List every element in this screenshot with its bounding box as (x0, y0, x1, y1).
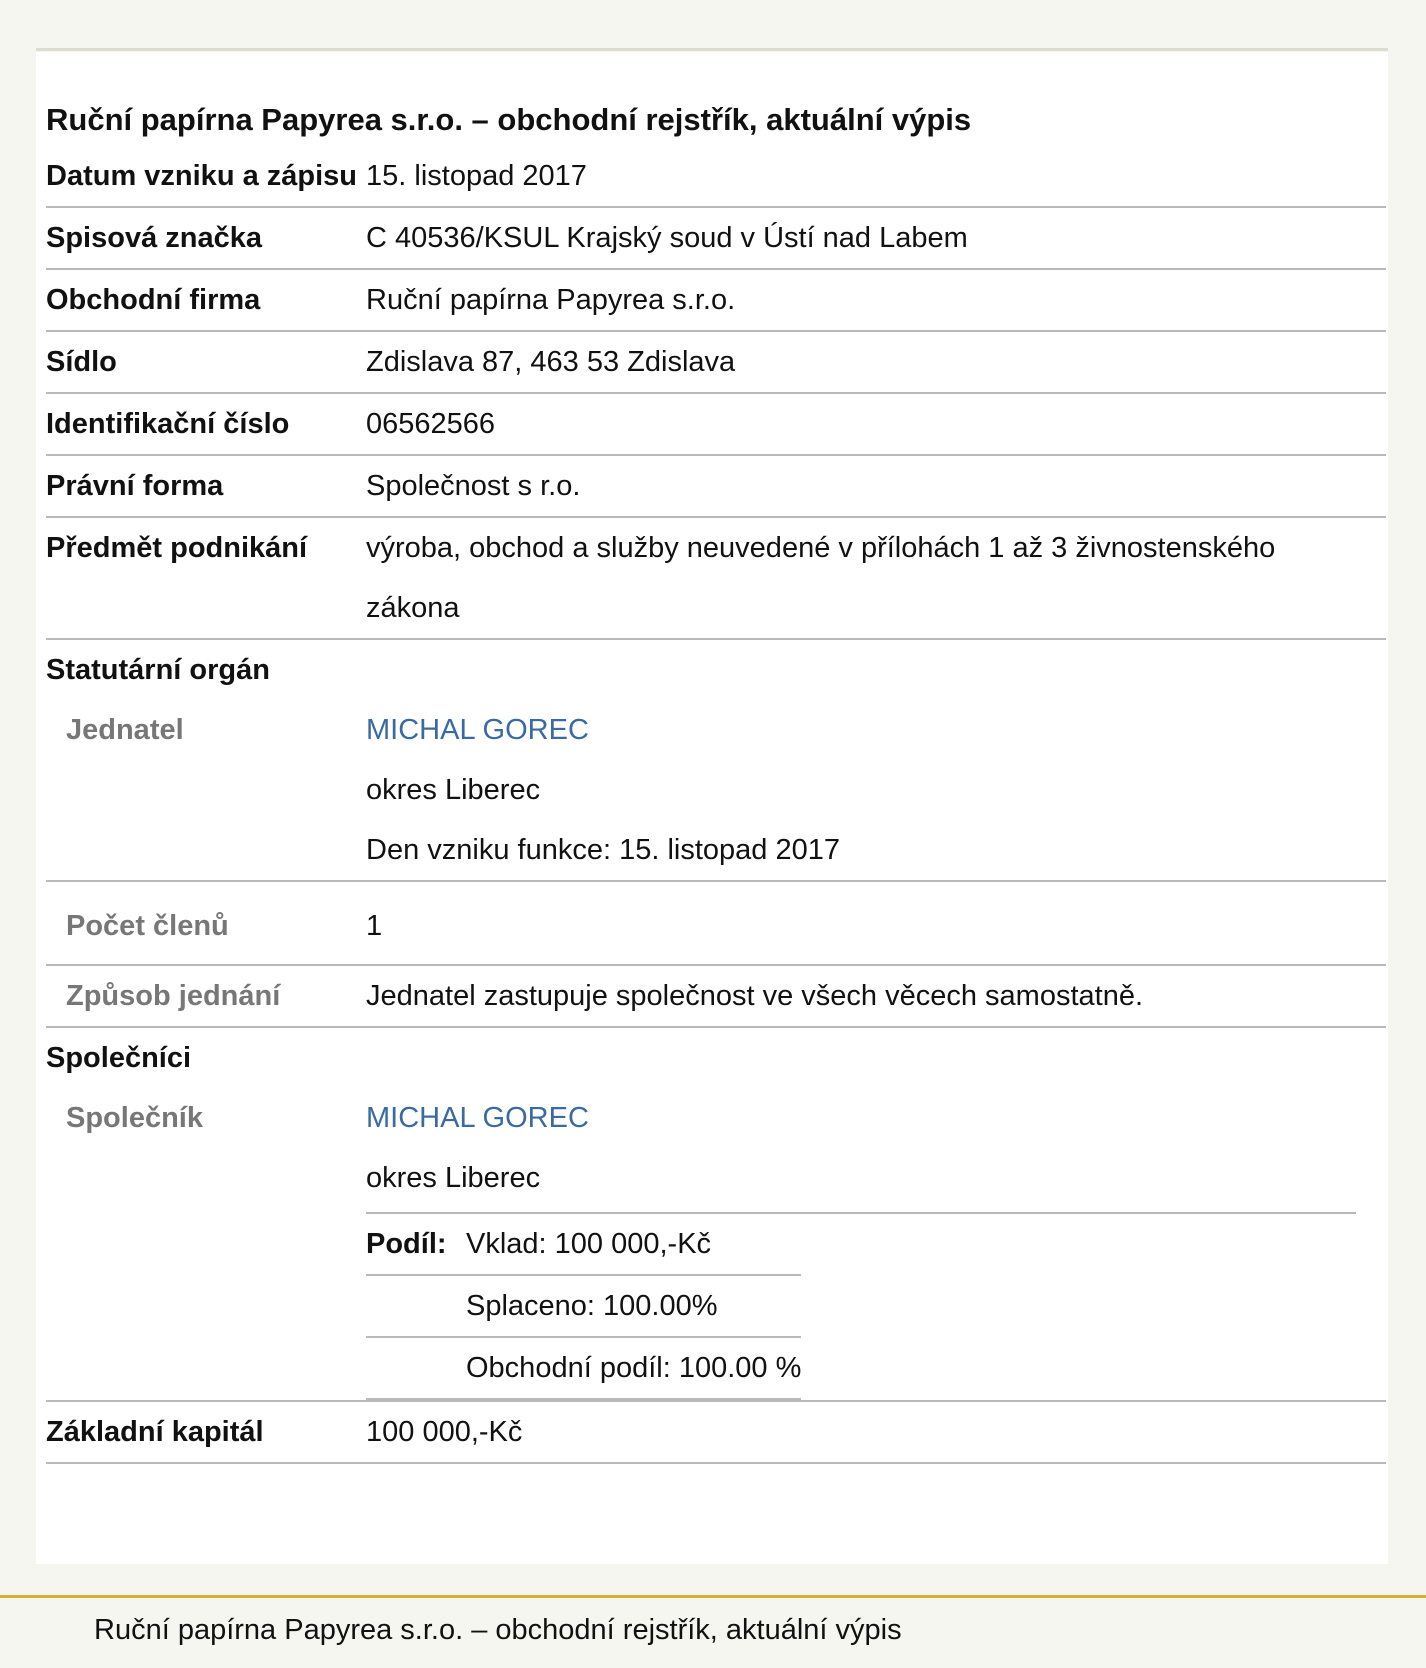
jednatel-details (366, 700, 1386, 881)
row-label: Počet členů (46, 881, 366, 965)
section-statutory (46, 639, 1386, 700)
row-predmet-podnikani (46, 517, 1386, 639)
person-link[interactable]: MICHAL GOREC (366, 714, 589, 746)
row-datum-vzniku (46, 146, 1386, 207)
row-pocet-clenu (46, 881, 1386, 965)
row-label: Společník (46, 1088, 366, 1401)
registry-card (36, 52, 1388, 1564)
registry-table (46, 146, 1386, 1464)
row-sidlo (46, 331, 1386, 393)
row-value: Ruční papírna Papyrea s.r.o. (366, 269, 1386, 331)
row-spolecnik (46, 1088, 1386, 1401)
top-divider (36, 48, 1388, 51)
row-value: 1 (366, 881, 1386, 965)
person-link[interactable]: MICHAL GOREC (366, 1102, 589, 1134)
row-label: Způsob jednání (46, 965, 366, 1027)
share-paid: Splaceno: 100.00% (466, 1275, 801, 1337)
row-label: Obchodní firma (46, 269, 366, 331)
row-obchodni-firma (46, 269, 1386, 331)
section-heading: Statutární orgán (46, 654, 270, 686)
row-jednatel (46, 700, 1386, 881)
row-label: Právní forma (46, 455, 366, 517)
row-label: Sídlo (46, 331, 366, 393)
row-label: Identifikační číslo (46, 393, 366, 455)
row-label: Datum vzniku a zápisu (46, 146, 366, 207)
row-value: 15. listopad 2017 (366, 146, 1386, 207)
row-value: 100 000,-Kč (366, 1401, 1386, 1463)
row-pravni-forma (46, 455, 1386, 517)
person-district: okres Liberec (366, 774, 541, 806)
page-title: Ruční papírna Papyrea s.r.o. – obchodní rejstřík, aktuální výpis (46, 102, 972, 137)
share-table (366, 1214, 801, 1400)
row-value: 06562566 (366, 393, 1386, 455)
share-label: Podíl: (366, 1214, 466, 1275)
row-label: Předmět podnikání (46, 517, 366, 639)
share-block (366, 1212, 1356, 1400)
row-zakladni-kapital (46, 1401, 1386, 1463)
row-label: Jednatel (46, 700, 366, 881)
footer-title: Ruční papírna Papyrea s.r.o. – obchodní rejstřík, aktuální výpis (94, 1614, 902, 1646)
row-value: C 40536/KSUL Krajský soud v Ústí nad Labem (366, 207, 1386, 269)
row-value: Jednatel zastupuje společnost ve všech věcech samostatně. (366, 965, 1386, 1027)
row-spisova-znacka (46, 207, 1386, 269)
row-label: Základní kapitál (46, 1401, 366, 1463)
section-heading: Společníci (46, 1042, 192, 1074)
section-partners (46, 1027, 1386, 1088)
row-value: Společnost s r.o. (366, 455, 1386, 517)
row-value: Zdislava 87, 463 53 Zdislava (366, 331, 1386, 393)
partner-details (366, 1088, 1386, 1401)
function-start: Den vzniku funkce: 15. listopad 2017 (366, 834, 840, 866)
row-label: Spisová značka (46, 207, 366, 269)
footer-divider (0, 1595, 1426, 1598)
person-district: okres Liberec (366, 1162, 541, 1194)
row-ico (46, 393, 1386, 455)
share-business: Obchodní podíl: 100.00 % (466, 1337, 801, 1399)
share-deposit: Vklad: 100 000,-Kč (466, 1214, 801, 1275)
row-zpusob-jednani (46, 965, 1386, 1027)
row-value: výroba, obchod a služby neuvedené v přílohách 1 až 3 živnostenského zákona (366, 517, 1386, 639)
